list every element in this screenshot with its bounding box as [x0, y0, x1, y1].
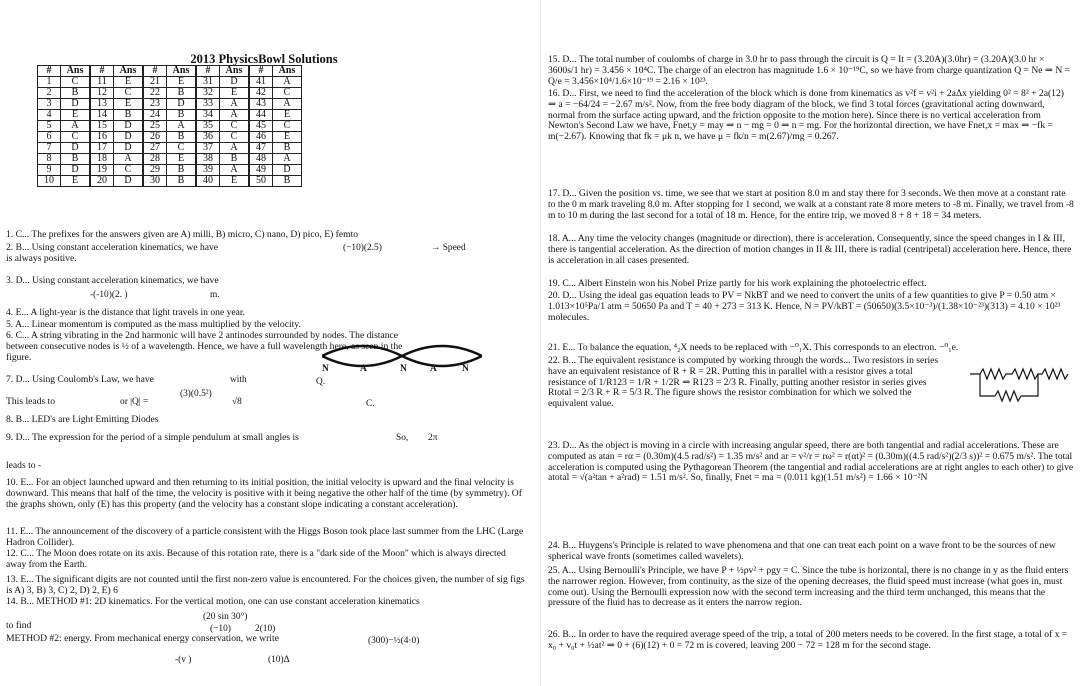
item-1: 1. C... The prefixes for the answers given are A) milli, B) micro, C) nano, D) pico, E) femto	[6, 229, 359, 240]
table-row	[38, 121, 302, 132]
answer-cell: D	[220, 77, 250, 88]
table-row	[38, 88, 302, 99]
answer-cell: D	[61, 143, 91, 154]
question-number-cell: 26	[143, 132, 167, 143]
col-header: #	[143, 66, 167, 77]
wave-antinode-label: A	[430, 364, 437, 374]
item-14-v: -(v )	[175, 655, 192, 665]
question-number-cell: 10	[38, 176, 61, 187]
question-number-cell: 27	[143, 143, 167, 154]
answer-cell: C	[167, 143, 197, 154]
question-number-cell: 15	[90, 121, 114, 132]
item-23: 23. D... As the object is moving in a circle with increasing angular speed, there are both tangential and radial accelerations. These are computed as atan = rα = (0.30m)(4.5 rad/s²) = 1.35 m/s² and ar = v²/r = rω² = r(αt)² = (0.30m)((4.5 rad/s²)(2/3 s))² = 0.675 m/s². The total acceleration is computed using the Pythagorean Theorem (the tangential and radial accelerations are at right angles to each other) to give atotal = √(a²tan + a²rad) = 1.51 m/s². So, finally, Fnet = ma = (0.011 kg)(1.51 m/s²) = 1.66 × 10⁻²N	[548, 440, 1074, 484]
item-2-eq: (−10)(2.5)	[343, 243, 382, 253]
answer-cell: C	[61, 132, 91, 143]
answer-cell: B	[167, 110, 197, 121]
table-row	[38, 165, 302, 176]
question-number-cell: 5	[38, 121, 61, 132]
answer-cell: B	[273, 176, 302, 187]
answer-cell: D	[273, 165, 302, 176]
col-header: Ans	[167, 66, 197, 77]
question-number-cell: 11	[90, 77, 114, 88]
answer-cell: D	[114, 176, 144, 187]
question-number-cell: 2	[38, 88, 61, 99]
col-header: #	[196, 66, 220, 77]
question-number-cell: 45	[249, 121, 273, 132]
answer-cell: A	[220, 110, 250, 121]
item-14-ten: (10)Δ	[268, 655, 290, 665]
answer-cell: A	[273, 77, 302, 88]
answer-cell: E	[114, 77, 144, 88]
table-row	[38, 132, 302, 143]
item-17: 17. D... Given the position vs. time, we see that we start at position 8.0 m and stay there for 3 seconds. We then move at a constant rate to the 0 m mark traveling 8.0 m. After stopping for 1 second, we walk at a constant rate 8 more meters to -8 m. Finally, we travel from -8 m to 10 m during the last second for a total of 18 m. Hence, for the entire trip, we moved 8 + 8 + 18 = 34 meters.	[548, 188, 1074, 221]
question-number-cell: 4	[38, 110, 61, 121]
question-number-cell: 21	[143, 77, 167, 88]
answer-cell: D	[114, 143, 144, 154]
table-row	[38, 154, 302, 165]
item-7: 7. D... Using Coulomb's Law, we have	[6, 374, 154, 385]
item-9: 9. D... The expression for the period of a simple pendulum at small angles is	[6, 432, 299, 443]
item-14-den1: (−10)	[210, 624, 231, 634]
answer-cell: D	[114, 121, 144, 132]
item-19: 19. C... Albert Einstein won his Nobel Prize partly for his work explaining the photoelectric effect.	[548, 278, 927, 289]
wave-node-label: N	[462, 364, 469, 374]
question-number-cell: 49	[249, 165, 273, 176]
question-number-cell: 46	[249, 132, 273, 143]
answer-cell: D	[61, 165, 91, 176]
answer-cell: E	[273, 132, 302, 143]
question-number-cell: 12	[90, 88, 114, 99]
question-number-cell: 44	[249, 110, 273, 121]
answer-cell: A	[273, 154, 302, 165]
item-7-with: with	[230, 375, 247, 385]
question-number-cell: 42	[249, 88, 273, 99]
item-2-cont: is always positive.	[6, 253, 77, 264]
item-7-frac: (3)(0.5²)	[180, 389, 212, 399]
answer-cell: B	[220, 154, 250, 165]
item-20: 20. D... Using the ideal gas equation leads to PV = NkBT and we need to convert the units of a few quantities to give P = 0.50 atm × 1.013×10⁵Pa/1 atm = 50650 Pa and T = 40 + 273 = 313 K. Hence, N = PV/kBT = (50650)(3.5×10⁻³)/(1.38×10⁻²³)(313) = 4.10 × 10²³ molecules.	[548, 290, 1061, 323]
item-2-speed: → Speed	[431, 243, 466, 253]
question-number-cell: 25	[143, 121, 167, 132]
table-row	[38, 99, 302, 110]
answer-cell: C	[273, 88, 302, 99]
item-7-q: Q.	[316, 377, 326, 387]
item-9-cont: leads to -	[6, 460, 42, 471]
answer-cell: D	[61, 99, 91, 110]
answer-cell: E	[61, 110, 91, 121]
item-14: 14. B... METHOD #1: 2D kinematics. For the vertical motion, one can use constant acceleration kinematics	[6, 596, 420, 607]
question-number-cell: 18	[90, 154, 114, 165]
question-number-cell: 30	[143, 176, 167, 187]
item-7-sqrt8: √8	[232, 397, 242, 407]
question-number-cell: 39	[196, 165, 220, 176]
question-number-cell: 31	[196, 77, 220, 88]
answer-cell: E	[114, 99, 144, 110]
item-14-frac: (20 sin 30°)	[203, 612, 248, 622]
answer-cell: C	[220, 121, 250, 132]
item-7-c: C.	[366, 399, 375, 409]
col-header: #	[90, 66, 114, 77]
item-18: 18. A... Any time the velocity changes (magnitude or direction), there is acceleration. Consequently, since the speed changes in I & III, there is tangential acceleration. As the direction of motion changes in II & III, there is radial (centripetal) acceleration here. Hence, there is acceleration in all cases presented.	[548, 233, 1072, 266]
answer-cell: D	[114, 132, 144, 143]
answer-cell: B	[273, 143, 302, 154]
item-3-eq: -(-10)(2. )	[90, 290, 128, 300]
item-14-frac3: (300)−½(4·0)	[368, 636, 420, 646]
item-22: 22. B... The equivalent resistance is computed by working through the words... Two resistors in series have an equivalent resistance of R + R = 2R. Putting this in parallel with a resistor gives a total resistance of 1/R123 = 1/R + 1/2R ⇒ R123 = 2/3 R. Finally, putting another resistor in series gives Rtotal = 2/3 R + R = 5/3 R. The figure shows the resistor combination for which we solved the equivalent value.	[548, 355, 939, 410]
table-header-row	[38, 66, 302, 77]
question-number-cell: 8	[38, 154, 61, 165]
answer-cell: D	[167, 99, 197, 110]
question-number-cell: 23	[143, 99, 167, 110]
item-2: 2. B... Using constant acceleration kinematics, we have	[6, 242, 219, 253]
question-number-cell: 6	[38, 132, 61, 143]
item-26: 26. B... In order to have the required average speed of the trip, a total of 200 meters needs to be covered. In the first stage, a total of x = x₀ + v₀t + ½at² ⇒ 0 + (6)(12) + 0 = 72 m is covered, leaving 200 − 72 = 128 m for the second stage.	[548, 629, 1068, 651]
item-14-method2: METHOD #2: energy. From mechanical energy conservation, we write	[6, 633, 279, 644]
question-number-cell: 43	[249, 99, 273, 110]
answer-cell: A	[220, 99, 250, 110]
question-number-cell: 38	[196, 154, 220, 165]
answer-cell: C	[61, 77, 91, 88]
answer-cell: E	[61, 176, 91, 187]
answer-key-table	[37, 65, 302, 187]
item-12: 12. C... The Moon does rotate on its axis. Because of this rotation rate, there is a "dark side of the Moon" which is always directed away from the Earth.	[6, 548, 506, 570]
table-row	[38, 77, 302, 88]
answer-cell: B	[61, 154, 91, 165]
question-number-cell: 28	[143, 154, 167, 165]
question-number-cell: 7	[38, 143, 61, 154]
wave-antinode-label: A	[360, 364, 367, 374]
left-page	[0, 0, 534, 686]
answer-cell: E	[167, 154, 197, 165]
answer-cell: A	[61, 121, 91, 132]
page-divider	[540, 0, 541, 686]
question-number-cell: 48	[249, 154, 273, 165]
question-number-cell: 9	[38, 165, 61, 176]
item-9-twopi: 2π	[428, 433, 438, 443]
answer-cell: E	[167, 77, 197, 88]
answer-cell: A	[220, 165, 250, 176]
answer-cell: B	[167, 132, 197, 143]
question-number-cell: 36	[196, 132, 220, 143]
question-number-cell: 37	[196, 143, 220, 154]
answer-cell: B	[167, 176, 197, 187]
item-3: 3. D... Using constant acceleration kinematics, we have	[6, 275, 219, 286]
page-title: 2013 PhysicsBowl Solutions	[190, 52, 338, 66]
question-number-cell: 20	[90, 176, 114, 187]
answer-cell: B	[61, 88, 91, 99]
col-header: Ans	[61, 66, 91, 77]
answer-cell: C	[114, 165, 144, 176]
answer-cell: C	[220, 132, 250, 143]
answer-cell: B	[167, 88, 197, 99]
question-number-cell: 47	[249, 143, 273, 154]
answer-cell: E	[273, 110, 302, 121]
question-number-cell: 29	[143, 165, 167, 176]
item-24: 24. B... Huygens's Principle is related to wave phenomena and that one can treat each point on a wave front to be the sources of new spherical wave fronts (sometimes called wavelets).	[548, 540, 1056, 562]
resistor-figure	[970, 364, 1070, 406]
col-header: Ans	[114, 66, 144, 77]
table-row	[38, 143, 302, 154]
item-16: 16. D... First, we need to find the acceleration of the block which is done from kinematics as v²f = v²i + 2aΔx yielding 0² = 8² + 2a(12) ⇒ a = −64/24 = −2.67 m/s². Now, from the free body diagram of the block, we find 3 total forces (gravitational acting downward, normal from the surface acting upward, and the friction opposite to the motion here). Since there is no vertical acceleration from Newton's Second Law we have, Fnet,y = may ⇒ n − mg = 0 ⇒ n = mg. For the horizontal direction, we have Fnet,x = max ⇒ −fk = m(−2.67). Knowing that fk = μk n, we have μ = fk/n = m(2.67)/mg = 0.267.	[548, 88, 1064, 143]
item-21: 21. E... To balance the equation, ⁴₂X needs to be replaced with −⁰₁X. This corresponds to an electron. −⁰₁e.	[548, 342, 959, 353]
item-5: 5. A... Linear momentum is computed as the mass multiplied by the velocity.	[6, 319, 301, 330]
item-15: 15. D... The total number of coulombs of charge in 3.0 hr to pass through the circuit is Q = It = (3.20A)(3.0hr) = (3.20A)(3.0 hr × 3600s/1 hr) = 3.456 × 10⁴C. The charge of an electron has magnitude 1.6 × 10⁻¹⁹C, so we have from charge quantization Q = Ne ⇒ N = Q/e = 3.456×10⁴/1.6×10⁻¹⁹ = 2.16 × 10²³.	[548, 54, 1071, 87]
item-25: 25. A... Using Bernoulli's Principle, we have P + ½ρv² + ρgy = C. Since the tube is horizontal, there is no change in y as the fluid enters the narrower region. However, from continuity, as the size of the opening decreases, the fluid speed must increase (what goes in, must come out). Using the Bernoulli expression now with the second term increasing and the third term unchanged, this means that the pressure of the fluid has to decrease as it enters the narrow region.	[548, 565, 1069, 609]
answer-cell: E	[220, 176, 250, 187]
item-14-find: to find	[6, 620, 32, 631]
item-11: 11. E... The announcement of the discovery of a particle consistent with the Higgs Boson took place last summer from the LHC (Large Hadron Collider).	[6, 526, 524, 548]
item-14-den2: 2(10)	[255, 624, 276, 634]
right-page	[548, 0, 1076, 686]
item-7-orq: or |Q| =	[120, 397, 149, 407]
answer-cell: C	[114, 88, 144, 99]
item-10: 10. E... For an object launched upward and then returning to its initial position, the initial velocity is upward and the final velocity is downward. This means that half of the time, the velocity is positive with it being negative the other half of the time (by symmetry). Of the graphs shown, only (E) has this property (and the velocity has a constant slope indicating a constant acceleration).	[6, 477, 522, 510]
table-row	[38, 110, 302, 121]
question-number-cell: 24	[143, 110, 167, 121]
col-header: Ans	[273, 66, 302, 77]
question-number-cell: 14	[90, 110, 114, 121]
wave-node-label: N	[400, 364, 407, 374]
question-number-cell: 19	[90, 165, 114, 176]
answer-cell: C	[273, 121, 302, 132]
question-number-cell: 35	[196, 121, 220, 132]
question-number-cell: 13	[90, 99, 114, 110]
item-8: 8. B... LED's are Light Emitting Diodes	[6, 414, 159, 425]
table-row	[38, 176, 302, 187]
question-number-cell: 32	[196, 88, 220, 99]
question-number-cell: 1	[38, 77, 61, 88]
question-number-cell: 17	[90, 143, 114, 154]
answer-cell: B	[167, 165, 197, 176]
item-7-cont: This leads to	[6, 396, 56, 407]
answer-cell: A	[114, 154, 144, 165]
question-number-cell: 41	[249, 77, 273, 88]
item-3-unit: m.	[210, 290, 220, 300]
answer-cell: A	[273, 99, 302, 110]
question-number-cell: 16	[90, 132, 114, 143]
item-13: 13. E... The significant digits are not counted until the first non-zero value is encountered. For the choices given, the number of sig figs is A) 3, B) 3, C) 2, D) 2, E) 6	[6, 574, 525, 596]
answer-cell: B	[114, 110, 144, 121]
wave-node-label: N	[322, 364, 329, 374]
question-number-cell: 34	[196, 110, 220, 121]
item-9-so: So,	[396, 433, 409, 443]
col-header: #	[38, 66, 61, 77]
col-header: #	[249, 66, 273, 77]
answer-cell: A	[220, 143, 250, 154]
answer-cell: A	[167, 121, 197, 132]
question-number-cell: 33	[196, 99, 220, 110]
question-number-cell: 22	[143, 88, 167, 99]
question-number-cell: 50	[249, 176, 273, 187]
question-number-cell: 3	[38, 99, 61, 110]
item-6: 6. C... A string vibrating in the 2nd harmonic will have 2 antinodes surrounded by nodes. The distance between consecutive nodes is ½ of a wavelength. Hence, we have a full wavelength here, as seen in the figure.	[6, 330, 403, 363]
item-4: 4. E... A light-year is the distance that light travels in one year.	[6, 307, 245, 318]
question-number-cell: 40	[196, 176, 220, 187]
col-header: Ans	[220, 66, 250, 77]
answer-cell: E	[220, 88, 250, 99]
